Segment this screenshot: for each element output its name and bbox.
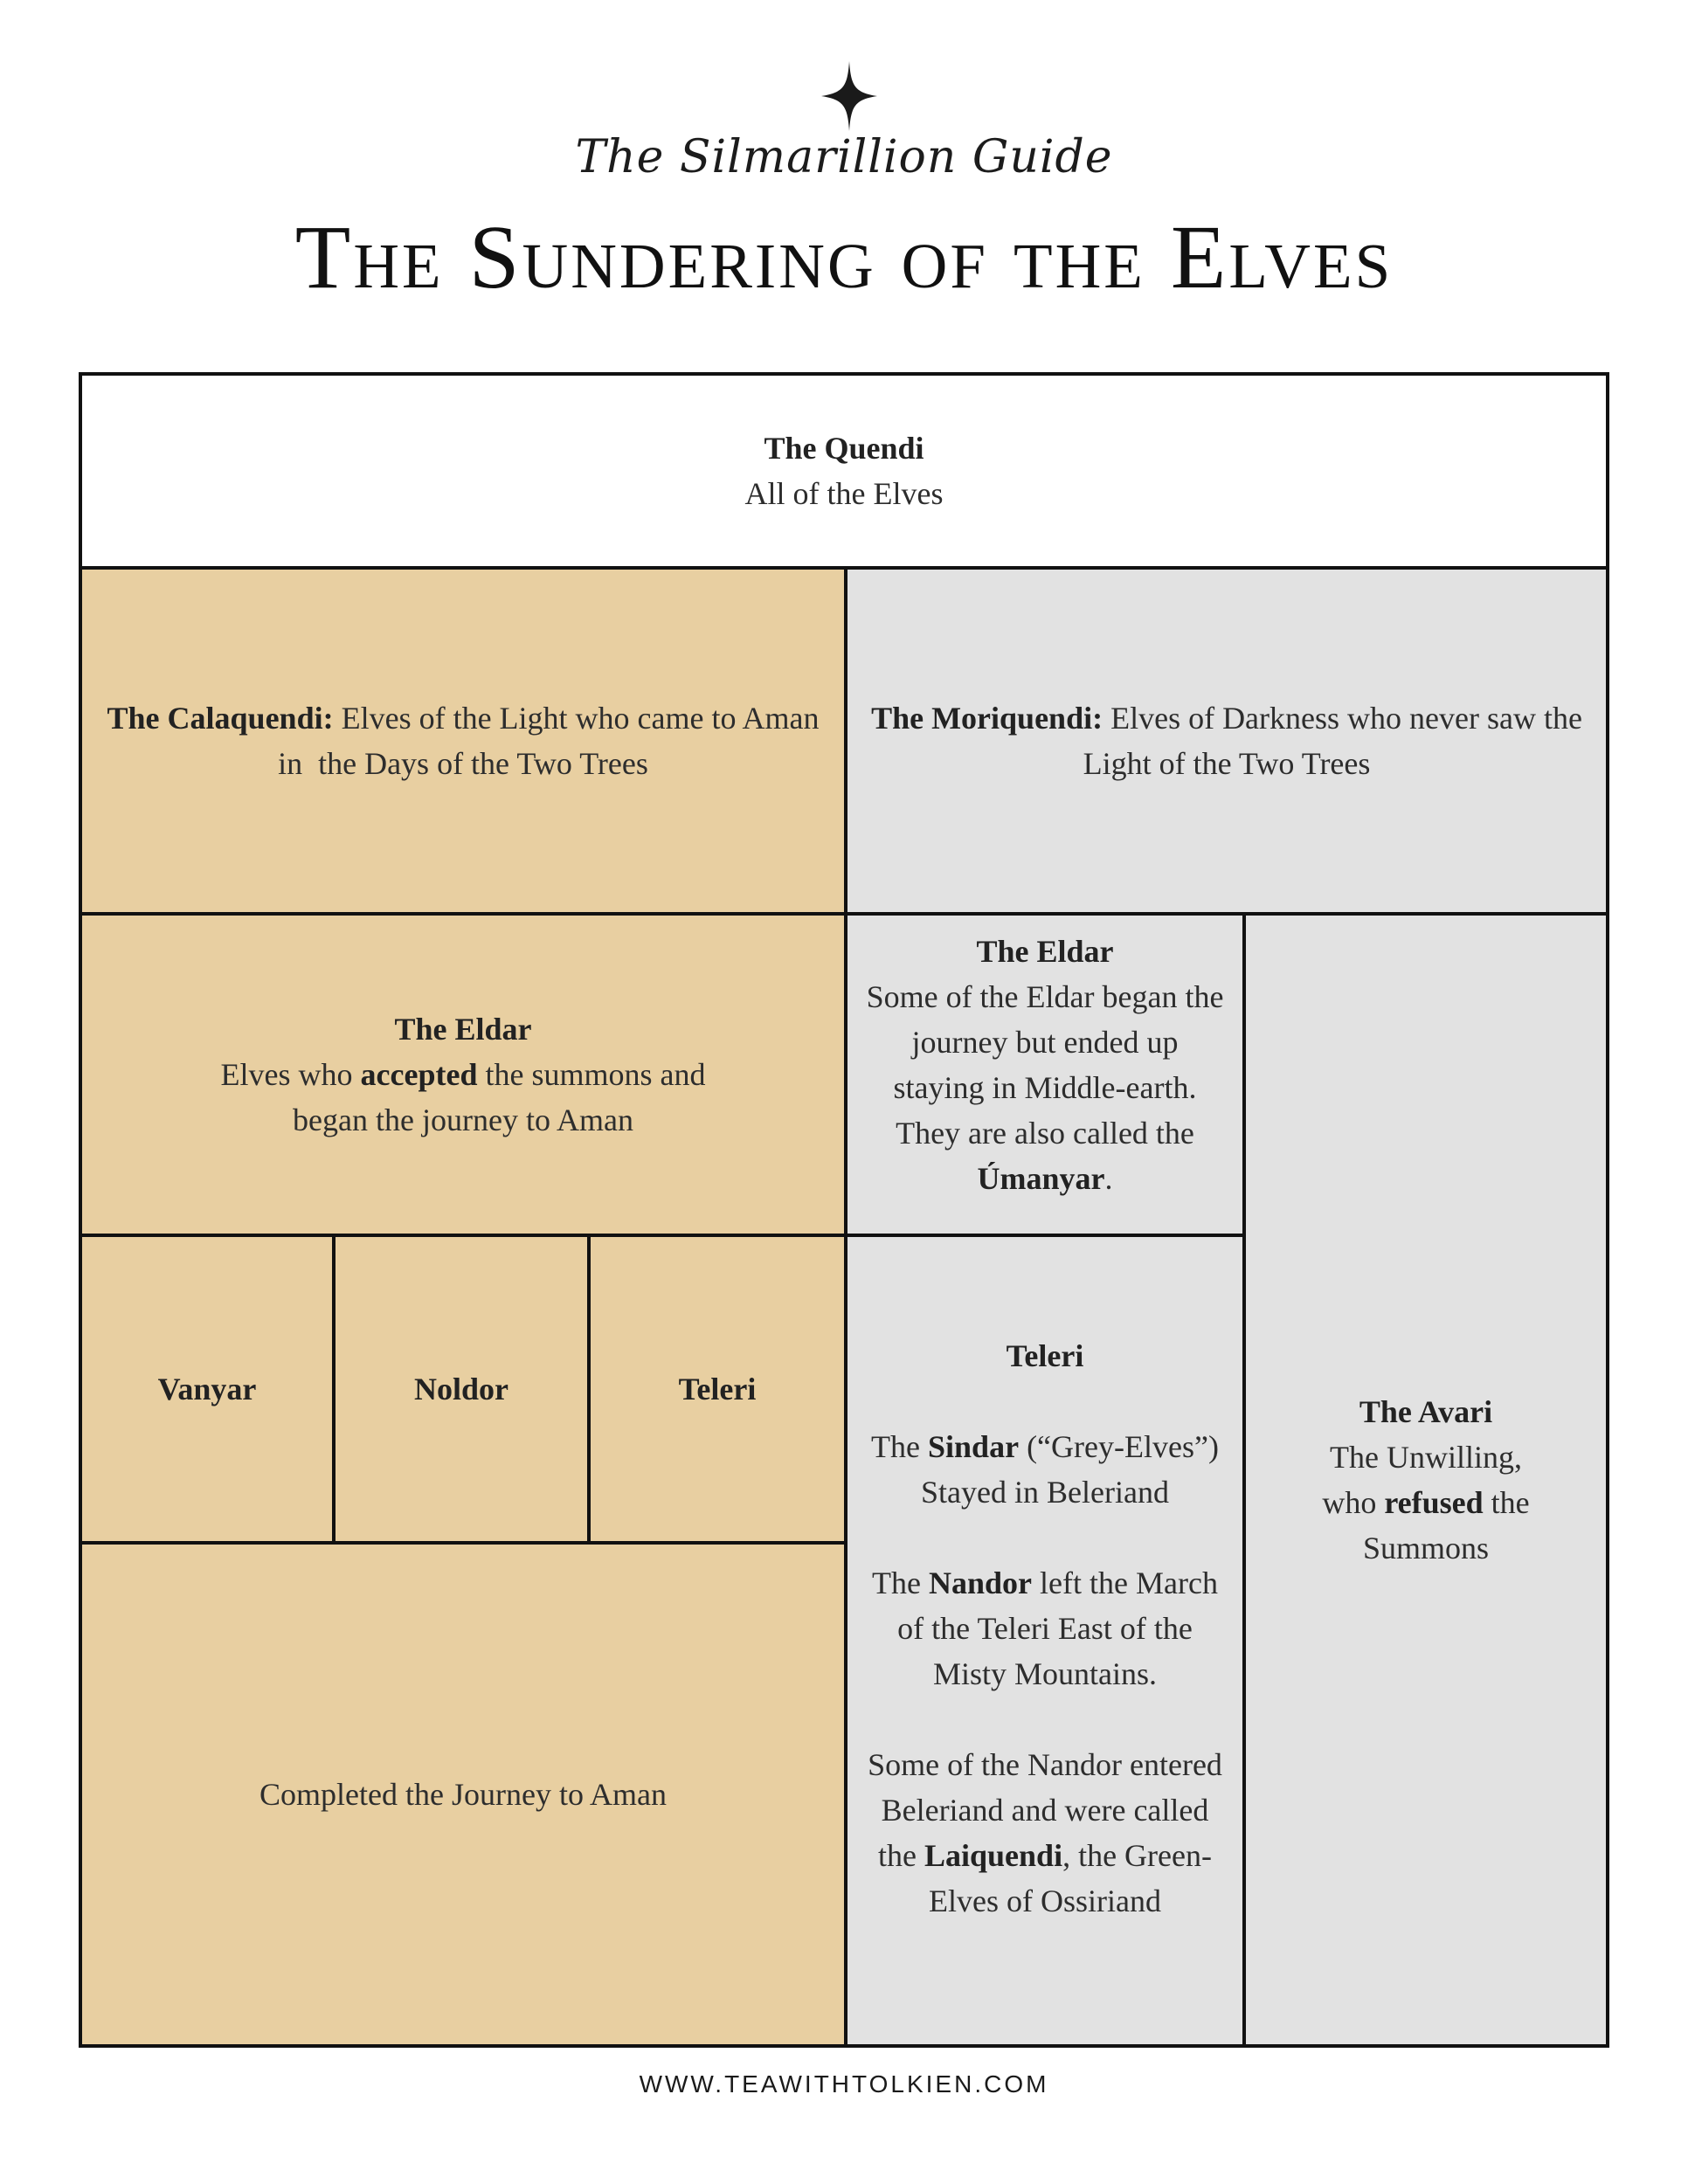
sindar-name: Sindar [928, 1429, 1020, 1464]
divider [79, 1234, 1246, 1237]
eldar-left-text: the summons and [477, 1057, 706, 1092]
avari-title: The Avari [1359, 1394, 1493, 1429]
avari-line1: The Unwilling, [1330, 1440, 1522, 1475]
eldar-left-line2: began the journey to Aman [293, 1102, 633, 1137]
moriquendi-desc-1: Elves of Darkness who never saw the [1110, 701, 1582, 736]
quendi-cell [80, 374, 1608, 568]
calaquendi-title: The Calaquendi: [107, 701, 334, 736]
avari-text: the [1483, 1485, 1530, 1520]
quendi-desc: All of the Elves [744, 476, 944, 511]
page-title: The Sundering of the Elves [294, 207, 1394, 308]
eldar-right-title: The Eldar [976, 934, 1114, 969]
divider [844, 566, 847, 2048]
noldor-label: Noldor [414, 1372, 508, 1406]
calaquendi-cell [80, 568, 846, 914]
nandor-text: The [872, 1565, 930, 1600]
teleri-middle-earth-cell [846, 1235, 1244, 2046]
teleri-label: Teleri [678, 1372, 757, 1406]
website-footer: WWW.TEAWITHTOLKIEN.COM [639, 2070, 1049, 2098]
eldar-right-line: staying in Middle-earth. [893, 1070, 1197, 1105]
eldar-right-line: journey but ended up [911, 1025, 1179, 1060]
teleri-aman-cell [589, 1235, 846, 1543]
laiquendi-name: Laiquendi [924, 1838, 1063, 1873]
completed-journey-text: Completed the Journey to Aman [259, 1777, 667, 1812]
refused-emphasis: refused [1384, 1485, 1484, 1520]
laiquendi-text: the [878, 1838, 924, 1873]
moriquendi-cell [846, 568, 1608, 914]
moriquendi-desc-2: Light of the Two Trees [1083, 746, 1371, 781]
moriquendi-title: The Moriquendi: [871, 701, 1103, 736]
eldar-right-line: Some of the Eldar began the [866, 979, 1224, 1014]
divider [79, 1541, 847, 1545]
table-border-left [79, 372, 82, 2048]
vanyar-label: Vanyar [157, 1372, 257, 1406]
four-point-star-icon [821, 61, 877, 131]
laiquendi-line4: Elves of Ossiriand [929, 1883, 1161, 1918]
laiquendi-line2: Beleriand and were called [881, 1793, 1209, 1828]
vanyar-cell [80, 1235, 334, 1543]
completed-journey-cell [80, 1543, 846, 2046]
eldar-accepted-cell [80, 914, 846, 1235]
guide-subtitle: The Silmarillion Guide [575, 131, 1113, 183]
laiquendi-text: , the Green- [1062, 1838, 1212, 1873]
eldar-left-text: Elves who [220, 1057, 361, 1092]
laiquendi-line1: Some of the Nandor entered [868, 1747, 1222, 1782]
umanyar-name: Úmanyar [977, 1161, 1105, 1196]
noldor-cell [334, 1235, 589, 1543]
teleri-box-title: Teleri [1006, 1338, 1084, 1373]
sindar-line2: Stayed in Beleriand [921, 1475, 1169, 1510]
eldar-right-period: . [1104, 1161, 1113, 1196]
divider [332, 1234, 336, 1545]
table-border-right [1606, 372, 1609, 2048]
quendi-title: The Quendi [764, 431, 924, 466]
divider [79, 912, 1609, 916]
eldar-right-line: They are also called the [896, 1116, 1194, 1151]
sindar-text: (“Grey-Elves”) [1019, 1429, 1219, 1464]
divider [1242, 912, 1246, 2048]
table-border-top [79, 372, 1609, 376]
nandor-line2: of the Teleri East of the [897, 1611, 1193, 1646]
sindar-text: The [871, 1429, 929, 1464]
divider [587, 1234, 591, 1545]
nandor-text: left the March [1032, 1565, 1218, 1600]
nandor-line3: Misty Mountains. [932, 1656, 1158, 1691]
avari-text: who [1322, 1485, 1385, 1520]
calaquendi-desc-2: in the Days of the Two Trees [278, 746, 648, 781]
avari-line3: Summons [1362, 1531, 1490, 1565]
eldar-umanyar-cell [846, 914, 1244, 1235]
avari-cell [1244, 914, 1608, 2046]
accepted-emphasis: accepted [360, 1057, 478, 1092]
eldar-left-title: The Eldar [394, 1012, 532, 1047]
nandor-name: Nandor [929, 1565, 1033, 1600]
calaquendi-desc-1: Elves of the Light who came to Aman [341, 701, 820, 736]
